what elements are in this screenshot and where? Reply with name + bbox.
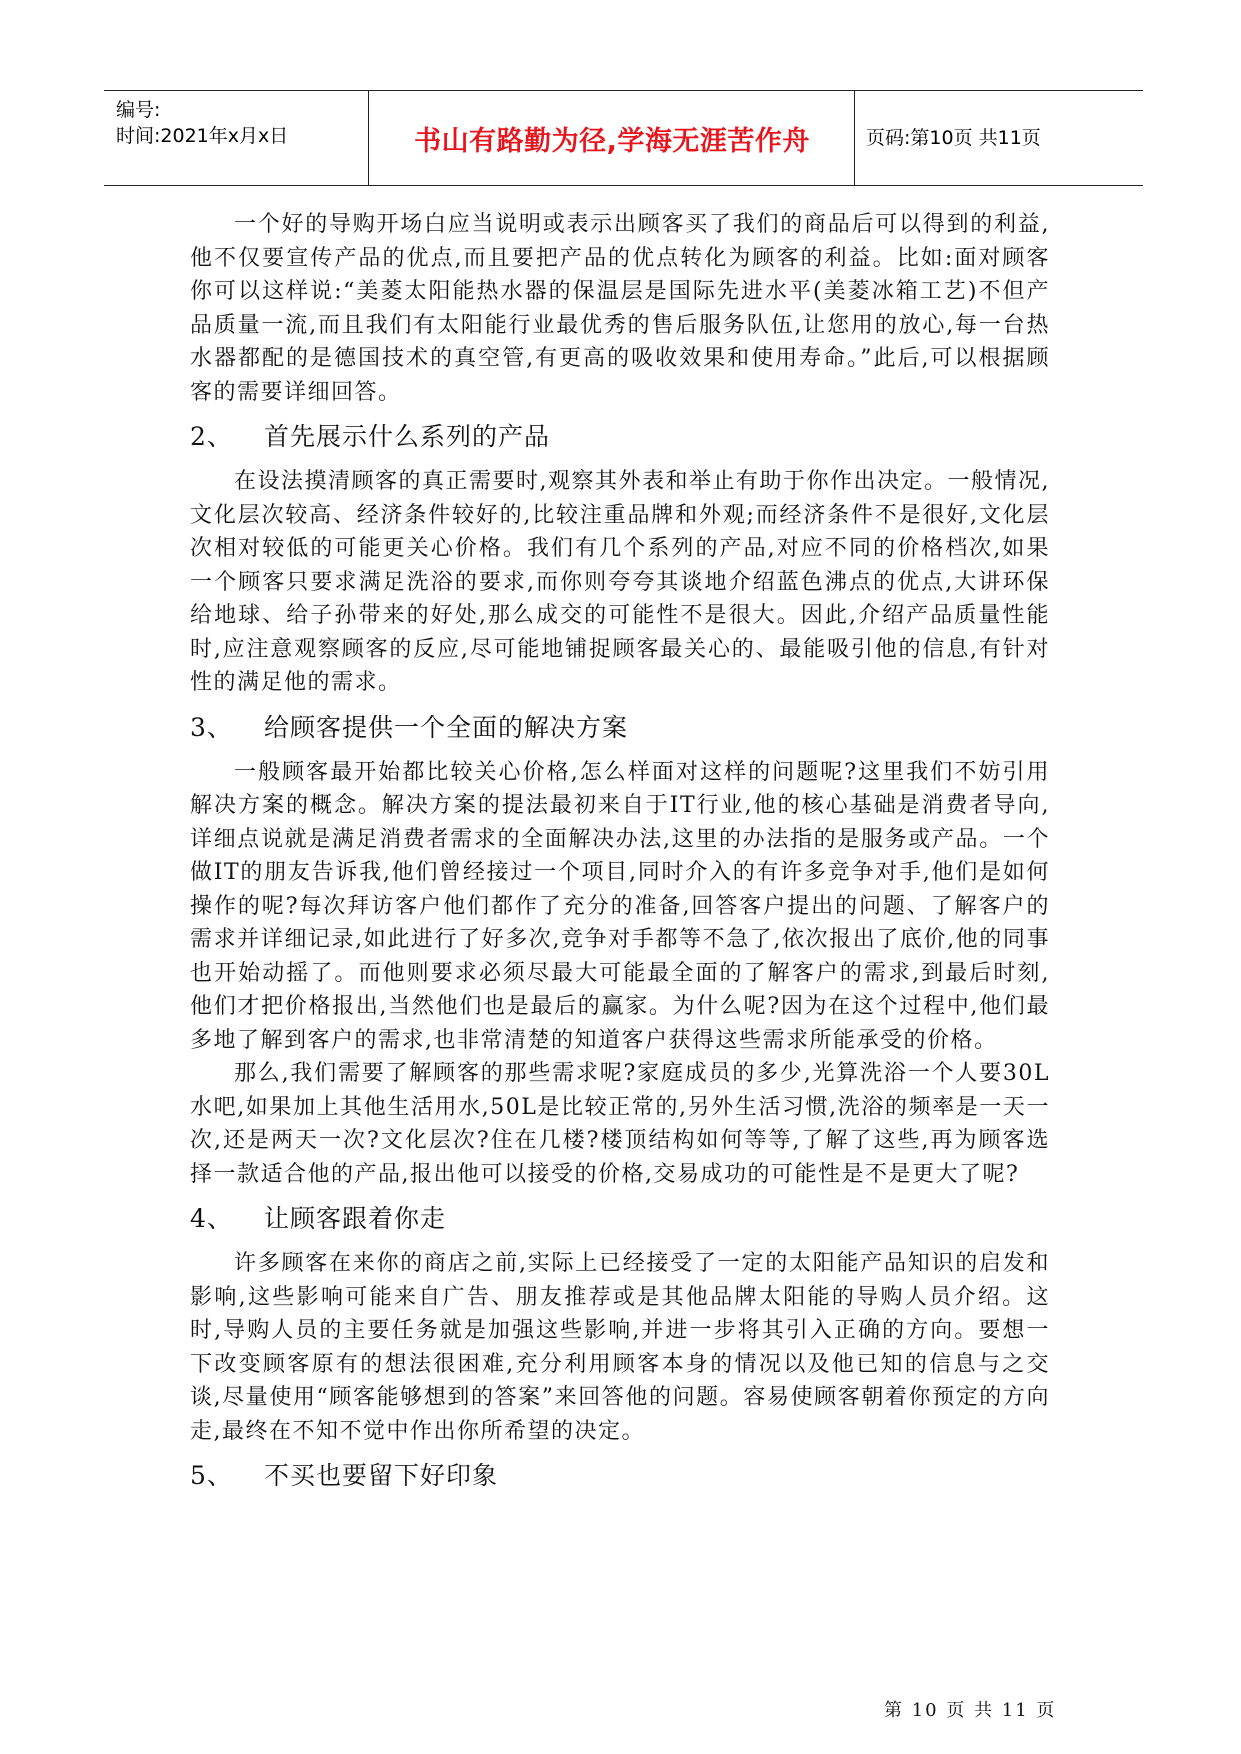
number-label: 编号: bbox=[116, 99, 161, 121]
paragraph: 那么,我们需要了解顾客的那些需求呢?家庭成员的多少,光算洗浴一个人要30L水吧,如果加上其他生活用水,50L是比较正常的,另外生活习惯,洗浴的频率是一天一次,还是两天一次?文化层次?住在几楼?楼顶结构如何等等,了解了这些,再为顾客选择一款适合他的产品,报出他可以接受的价格,交易成功的可能性是不是更大了呢? bbox=[190, 1061, 1050, 1187]
page-footer: 第 10 页 共 11 页 bbox=[884, 1700, 1057, 1721]
header-divider-right bbox=[854, 91, 855, 185]
time-label: 时间:2021年x月x日 bbox=[116, 125, 289, 147]
section-heading bbox=[190, 1458, 1050, 1494]
document-body bbox=[190, 208, 1050, 1504]
paragraph: 一般顾客最开始都比较关心价格,怎么样面对这样的问题呢?这里我们不妨引用解决方案的概念。解决方案的提法最初来自于IT行业,他的核心基础是消费者导向,详细点说就是满足消费者需求的全面解决办法,这里的办法指的是服务或产品。一个做IT的朋友告诉我,他们曾经接过一个项目,同时介入的有许多竞争对手,他们是如何操作的呢?每次拜访客户他们都作了充分的准备,回答客户提出的问题、了解客户的需求并详细记录,如此进行了好多次,竞争对手都等不急了,依次报出了底价,他的同事也开始动摇了。而他则要求必须尽最大可能最全面的了解客户的需求,到最后时刻,他们才把价格报出,当然他们也是最后的赢家。为什么呢?因为在这个过程中,他们最多地了解到客户的需求,也非常清楚的知道客户获得这些需求所能承受的价格。 bbox=[190, 759, 1050, 1053]
paragraph: 在设法摸清顾客的真正需要时,观察其外表和举止有助于你作出决定。一般情况,文化层次较高、经济条件较好的,比较注重品牌和外观;而经济条件不是很好,文化层次相对较低的可能更关心价格。我们有几个系列的产品,对应不同的价格档次,如果一个顾客只要求满足洗浴的要求,而你则夸夸其谈地介绍蓝色沸点的优点,大讲环保给地球、给子孙带来的好处,那么成交的可能性不是很大。因此,介绍产品质量性能时,应注意观察顾客的反应,尽可能地铺捉顾客最关心的、最能吸引他的信息,有针对性的满足他的需求。 bbox=[190, 469, 1050, 695]
document-header bbox=[104, 90, 1143, 186]
section-number: 3、 bbox=[190, 712, 233, 742]
section-number: 4、 bbox=[190, 1204, 233, 1233]
header-meta bbox=[116, 91, 366, 185]
paragraph: 许多顾客在来你的商店之前,实际上已经接受了一定的太阳能产品知识的启发和影响,这些影响可能来自广告、朋友推荐或是其他品牌太阳能的导购人员介绍。这时,导购人员的主要任务就是加强这些影响,并进一步将其引入正确的方向。要想一下改变顾客原有的想法很困难,充分利用顾客本身的情况以及他已知的信息与之交谈,尽量使用“顾客能够想到的答案”来回答他的问题。容易使顾客朝着你预定的方向走,最终在不知不觉中作出你所希望的决定。 bbox=[190, 1251, 1050, 1444]
header-divider-left bbox=[368, 91, 369, 185]
section-title: 不买也要留下好印象 bbox=[264, 1461, 499, 1490]
section-title: 让顾客跟着你走 bbox=[264, 1204, 447, 1233]
section-heading bbox=[190, 1201, 1050, 1237]
paragraph: 一个好的导购开场白应当说明或表示出顾客买了我们的商品后可以得到的利益,他不仅要宣传产品的优点,而且要把产品的优点转化为顾客的利益。比如:面对顾客你可以这样说:“美菱太阳能热水器的保温层是国际先进水平(美菱冰箱工艺)不但产品质量一流,而且我们有太阳能行业最优秀的售后服务队伍,让您用的放心,每一台热水器都配的是德国技术的真空管,有更高的吸收效果和使用寿命。”此后,可以根据顾客的需要详细回答。 bbox=[190, 212, 1050, 405]
section-number: 5、 bbox=[190, 1461, 233, 1490]
page-info: 页码:第10页 共11页 bbox=[866, 127, 1041, 149]
section-heading bbox=[190, 419, 1050, 455]
section-title: 给顾客提供一个全面的解决方案 bbox=[264, 712, 629, 742]
header-motto: 书山有路勤为径,学海无涯苦作舟 bbox=[414, 126, 810, 157]
section-number: 2、 bbox=[190, 422, 233, 451]
section-heading bbox=[190, 710, 1050, 746]
section-title: 首先展示什么系列的产品 bbox=[264, 422, 551, 451]
